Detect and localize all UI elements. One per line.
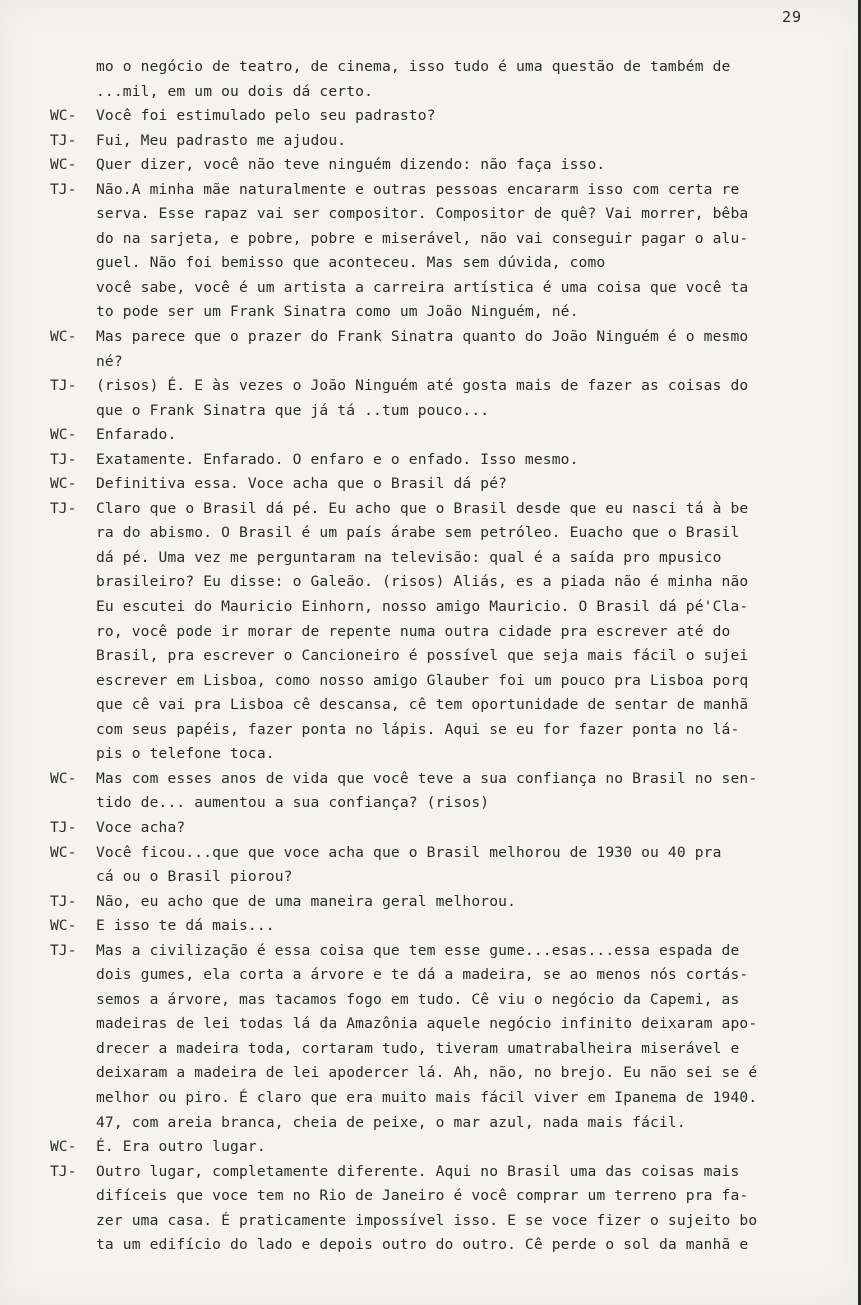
speaker-label	[50, 1209, 96, 1234]
line-text: Você ficou...que que voce acha que o Brasil melhorou de 1930 ou 40 pra	[96, 843, 722, 861]
line-text: Definitiva essa. Voce acha que o Brasil dá pé?	[96, 475, 508, 493]
speaker-label	[50, 595, 96, 620]
transcript-line	[50, 1037, 858, 1062]
line-text: Não.A minha mãe naturalmente e outras pessoas encararm isso com certa re	[96, 180, 740, 198]
line-text: E isso te dá mais...	[96, 917, 275, 935]
line-text: do na sarjeta, e pobre, pobre e miserável, não vai conseguir pagar o alu-	[96, 229, 749, 247]
line-text: 47, com areia branca, cheia de peixe, o mar azul, nada mais fácil.	[96, 1113, 686, 1131]
speaker-label	[50, 718, 96, 743]
transcript-line	[50, 276, 858, 301]
speaker-label	[50, 1037, 96, 1062]
line-text: escrever em Lisboa, como nosso amigo Glauber foi um pouco pra Lisboa porq	[96, 671, 749, 689]
line-text: ...mil, em um ou dois dá certo.	[96, 82, 374, 100]
transcript-line	[50, 570, 858, 595]
transcript-line	[50, 325, 858, 350]
transcript-line	[50, 153, 858, 178]
line-text: to pode ser um Frank Sinatra como um João Ninguém, né.	[96, 303, 579, 321]
line-text: deixaram a madeira de lei apodercer lá. Ah, não, no brejo. Eu não sei se é	[96, 1064, 758, 1082]
line-text: Voce acha?	[96, 818, 186, 836]
speaker-label: TJ-	[50, 892, 77, 910]
line-text: semos a árvore, mas tacamos fogo em tudo. Cê viu o negócio da Capemi, as	[96, 990, 740, 1008]
transcript-line	[50, 227, 858, 252]
speaker-label: TJ-	[50, 1162, 77, 1180]
transcript-line	[50, 80, 858, 105]
line-text: ta um edifício do lado e depois outro do outro. Cê perde o sol da manhã e	[96, 1236, 749, 1254]
speaker-label: WC-	[50, 1138, 77, 1156]
speaker-label: TJ-	[50, 941, 77, 959]
line-text: cá ou o Brasil piorou?	[96, 868, 293, 886]
line-text: Fui, Meu padrasto me ajudou.	[96, 131, 347, 149]
speaker-label	[50, 1184, 96, 1209]
speaker-label	[50, 55, 96, 80]
transcript-line	[50, 1135, 858, 1160]
line-text: ra do abismo. O Brasil é um país árabe sem petróleo. Euacho que o Brasil	[96, 524, 740, 542]
transcript-line	[50, 129, 858, 154]
transcript-line	[50, 644, 858, 669]
transcript-line	[50, 988, 858, 1013]
line-text: Eu escutei do Mauricio Einhorn, nosso amigo Mauricio. O Brasil dá pé'Cla-	[96, 598, 749, 616]
speaker-label	[50, 865, 96, 890]
line-text: ro, você pode ir morar de repente numa outra cidade pra escrever até do	[96, 622, 731, 640]
speaker-label: WC-	[50, 843, 77, 861]
speaker-label: TJ-	[50, 450, 77, 468]
transcript-line	[50, 816, 858, 841]
line-text: que cê vai pra Lisboa cê descansa, cê tem oportunidade de sentar de manhã	[96, 696, 749, 714]
transcript-line	[50, 1233, 858, 1258]
line-text: (risos) É. E às vezes o João Ninguém até gosta mais de fazer as coisas do	[96, 377, 749, 395]
line-text: drecer a madeira toda, cortaram tudo, tiveram umatrabalheira miserável e	[96, 1039, 740, 1057]
speaker-label: TJ-	[50, 499, 77, 517]
speaker-label	[50, 791, 96, 816]
transcript-line	[50, 350, 858, 375]
transcript-line	[50, 251, 858, 276]
transcript-line	[50, 620, 858, 645]
speaker-label	[50, 227, 96, 252]
line-text: mo o negócio de teatro, de cinema, isso tudo é uma questão de também de	[96, 58, 731, 75]
speaker-label: WC-	[50, 107, 77, 125]
transcript-line	[50, 767, 858, 792]
speaker-label	[50, 1111, 96, 1136]
speaker-label	[50, 1012, 96, 1037]
line-text: serva. Esse rapaz vai ser compositor. Compositor de quê? Vai morrer, bêba	[96, 205, 749, 223]
speaker-label	[50, 202, 96, 227]
speaker-label	[50, 1233, 96, 1258]
line-text: com seus papéis, fazer ponta no lápis. Aqui se eu for fazer ponta no lá-	[96, 720, 740, 738]
transcript-line	[50, 1160, 858, 1185]
transcript-line	[50, 546, 858, 571]
speaker-label: WC-	[50, 328, 77, 346]
speaker-label: TJ-	[50, 377, 77, 395]
speaker-label: TJ-	[50, 818, 77, 836]
speaker-label: TJ-	[50, 180, 77, 198]
transcript-line	[50, 841, 858, 866]
transcript-line	[50, 791, 858, 816]
speaker-label	[50, 570, 96, 595]
line-text: Enfarado.	[96, 426, 177, 444]
speaker-label: TJ-	[50, 131, 77, 149]
speaker-label	[50, 251, 96, 276]
speaker-label	[50, 399, 96, 424]
transcript-line	[50, 1012, 858, 1037]
line-text: Quer dizer, você não teve ninguém dizendo: não faça isso.	[96, 156, 606, 174]
speaker-label: WC-	[50, 769, 77, 787]
transcript-line	[50, 669, 858, 694]
speaker-label	[50, 644, 96, 669]
speaker-label	[50, 276, 96, 301]
transcript-line	[50, 1209, 858, 1234]
transcript-line	[50, 497, 858, 522]
transcript-line	[50, 693, 858, 718]
transcript-line	[50, 1111, 858, 1136]
line-text: pis o telefone toca.	[96, 745, 275, 763]
speaker-label	[50, 521, 96, 546]
transcript-line	[50, 178, 858, 203]
transcript-line	[50, 914, 858, 939]
speaker-label	[50, 80, 96, 105]
line-text: brasileiro? Eu disse: o Galeão. (risos) Aliás, es a piada não é minha não	[96, 573, 749, 591]
transcript-line	[50, 1086, 858, 1111]
speaker-label	[50, 300, 96, 325]
page-number: 29	[782, 8, 803, 26]
speaker-label: WC-	[50, 156, 77, 174]
speaker-label	[50, 963, 96, 988]
transcript-line	[50, 1061, 858, 1086]
transcript-line	[50, 963, 858, 988]
line-text: dois gumes, ela corta a árvore e te dá a madeira, se ao menos nós cortás-	[96, 966, 749, 984]
transcript-line	[50, 399, 858, 424]
transcript-line	[50, 374, 858, 399]
line-text: Mas com esses anos de vida que você teve a sua confiança no Brasil no sen-	[96, 769, 758, 787]
line-text: difíceis que voce tem no Rio de Janeiro é você comprar um terreno pra fa-	[96, 1187, 749, 1205]
transcript-line	[50, 202, 858, 227]
line-text: Você foi estimulado pelo seu padrasto?	[96, 107, 436, 125]
transcript-line	[50, 595, 858, 620]
line-text: Brasil, pra escrever o Cancioneiro é possível que seja mais fácil o sujei	[96, 647, 749, 665]
speaker-label	[50, 742, 96, 767]
line-text: madeiras de lei todas lá da Amazônia aquele negócio infinito deixaram apo-	[96, 1015, 758, 1033]
speaker-label	[50, 693, 96, 718]
speaker-label	[50, 350, 96, 375]
transcript-line	[50, 865, 858, 890]
speaker-label: WC-	[50, 475, 77, 493]
speaker-label	[50, 1086, 96, 1111]
speaker-label: WC-	[50, 426, 77, 444]
line-text: você sabe, você é um artista a carreira artística é uma coisa que você ta	[96, 278, 749, 296]
line-text: Outro lugar, completamente diferente. Aqui no Brasil uma das coisas mais	[96, 1162, 740, 1180]
transcript-line	[50, 472, 858, 497]
line-text: zer uma casa. É praticamente impossível isso. E se voce fizer o sujeito bo	[96, 1211, 758, 1229]
line-text: É. Era outro lugar.	[96, 1138, 266, 1156]
transcript-line	[50, 718, 858, 743]
transcript-line	[50, 742, 858, 767]
speaker-label	[50, 988, 96, 1013]
line-text: tido de... aumentou a sua confiança? (risos)	[96, 794, 490, 812]
speaker-label: WC-	[50, 917, 77, 935]
transcript-line	[50, 300, 858, 325]
line-text: Exatamente. Enfarado. O enfaro e o enfado. Isso mesmo.	[96, 450, 579, 468]
speaker-label	[50, 546, 96, 571]
line-text: Claro que o Brasil dá pé. Eu acho que o Brasil desde que eu nasci tá à be	[96, 499, 749, 517]
interview-transcript	[50, 55, 858, 1258]
line-text: Mas parece que o prazer do Frank Sinatra quanto do João Ninguém é o mesmo	[96, 328, 749, 346]
speaker-label	[50, 669, 96, 694]
transcript-line	[50, 521, 858, 546]
line-text: dá pé. Uma vez me perguntaram na televisão: qual é a saída pro mpusico	[96, 548, 722, 566]
transcript-line	[50, 423, 858, 448]
line-text: Mas a civilização é essa coisa que tem esse gume...esas...essa espada de	[96, 941, 740, 959]
speaker-label	[50, 1061, 96, 1086]
line-text: Não, eu acho que de uma maneira geral melhorou.	[96, 892, 517, 910]
transcript-line	[50, 104, 858, 129]
line-text: melhor ou piro. É claro que era muito mais fácil viver em Ipanema de 1940.	[96, 1088, 758, 1106]
line-text: né?	[96, 352, 123, 370]
line-text: que o Frank Sinatra que já tá ..tum pouco...	[96, 401, 490, 419]
transcript-line	[50, 890, 858, 915]
transcript-line	[50, 448, 858, 473]
line-text: guel. Não foi bemisso que aconteceu. Mas sem dúvida, como	[96, 254, 606, 272]
transcript-line	[50, 1184, 858, 1209]
transcript-line	[50, 55, 858, 80]
transcript-line	[50, 939, 858, 964]
speaker-label	[50, 620, 96, 645]
